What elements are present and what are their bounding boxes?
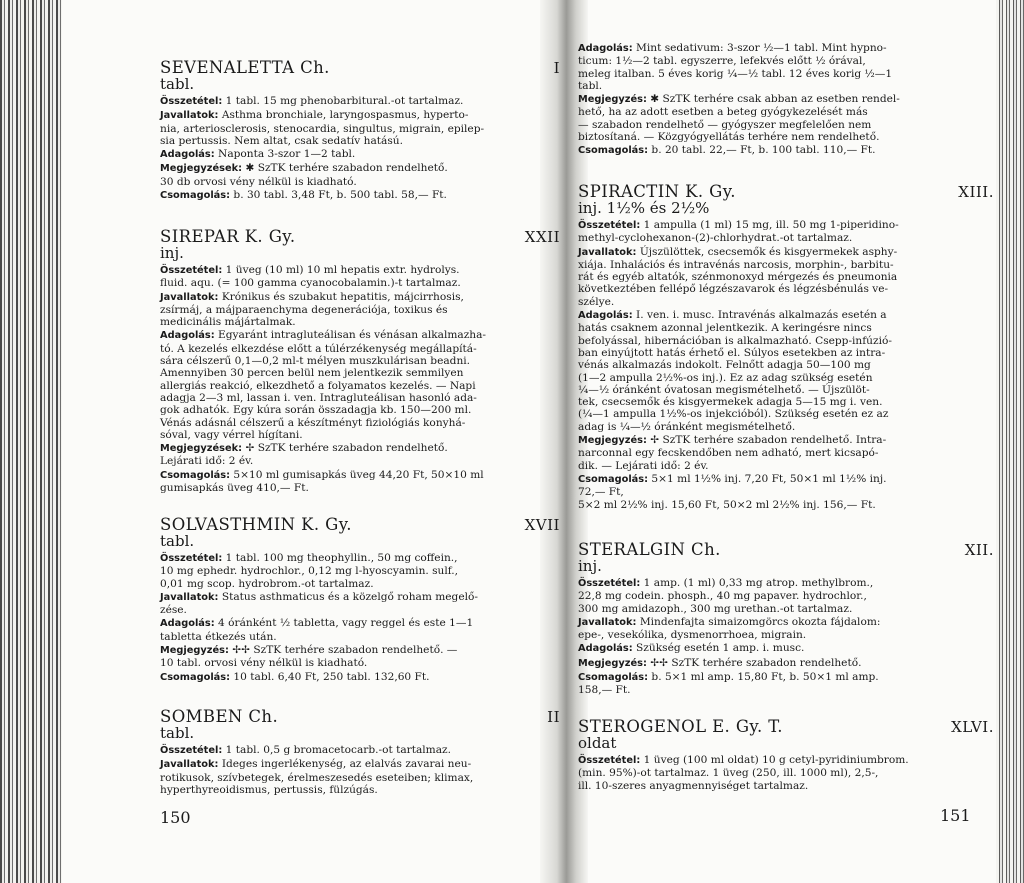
category-code: XLVI. (951, 718, 994, 736)
field-packaging: Csomagolás: b. 5×1 ml amp. 15,80 Ft, b. 50×1 ml amp. 158,— Ft. (578, 671, 879, 697)
right-page (578, 0, 994, 883)
field-notes: Megjegyzések: ✱ SzTK terhére szabadon rendelhető. 30 db orvosi vény nélkül is kiadható. (160, 162, 448, 188)
drug-name: SPIRACTIN K. Gy. (578, 182, 736, 201)
page-edge-right (996, 0, 1024, 883)
field-dosage: Adagolás: Mint sedativum: 3-szor ½—1 tabl. Mint hypno- ticum: 1½—2 tabl. egyszerre, lefekvés előtt ½ órával, meleg italban. 5 éves korig ¼—½ tabl. 12 éves korig ½—1 tabl. (578, 42, 893, 92)
left-page (160, 0, 560, 883)
drug-form: inj. (578, 557, 602, 575)
field-composition: Összetétel: 1 üveg (10 ml) 10 ml hepatis extr. hydrolys. fluid. aqu. (= 100 gamma cyanocobalamin.)-t tartalmaz. (160, 264, 461, 290)
drug-form: tabl. (160, 75, 195, 93)
field-dosage: Adagolás: Egyaránt intragluteálisan és vénásan alkalmazha- tó. A kezelés elkezdése előtt a túlérzékenység megállapítá- sára célszerű 0,1—0,2 ml-t mélyen muszkulárisan beadni. Amennyiben 30 percen belül nem jelentkezik semmilyen allergiás reakció, elkezdhető a folyamatos kezelés. — Napi adagja 2—3 ml, lassan i. ven. Intragluteálisan hasonló ada- gok adhatók. Egy kúra során összadagja kb. 150—200 ml. Vénás adásnál célszerű a készítményt fiziológiás konyhá- sóval, vagy vérrel hígítani. (160, 329, 486, 441)
entry-sterogenol (578, 717, 994, 793)
category-code: XVII (524, 516, 560, 534)
field-notes: Megjegyzés: ✢✢ SzTK terhére szabadon rendelhető. — 10 tabl. orvosi vény nélkül is kiadható. (160, 644, 458, 670)
drug-name: SOLVASTHMIN K. Gy. (160, 515, 352, 534)
field-notes: Megjegyzés: ✢✢ SzTK terhére szabadon rendelhető. (578, 656, 862, 669)
entry-solvasthmin (160, 515, 560, 685)
field-notes: Megjegyzés: ✢ SzTK terhére szabadon rendelhető. Intra- narconnal egy fecskendőben nem adható, mert kicsapó- dik. — Lejárati idő: 2 év. (578, 434, 887, 472)
drug-form: tabl. (160, 532, 195, 550)
field-packaging: Csomagolás: 5×1 ml 1½% inj. 7,20 Ft, 50×1 ml 1½% inj. 72,— Ft, 5×2 ml 2½% inj. 15,60 Ft, 50×2 ml 2½% inj. 156,— Ft. (578, 472, 887, 511)
field-composition: Összetétel: 1 tabl. 100 mg theophyllin., 50 mg coffein., 10 mg ephedr. hydrochlor., 0,12 mg l-hyoscyamin. sulf., 0,01 mg scop. hydrobrom.-ot tartalmaz. (160, 552, 459, 590)
field-dosage: Adagolás: Naponta 3-szor 1—2 tabl. (160, 148, 356, 161)
drug-name: SIREPAR K. Gy. (160, 227, 296, 246)
drug-name: SOMBEN Ch. (160, 707, 279, 726)
category-code: II (547, 708, 560, 726)
field-notes: Megjegyzés: ✱ SzTK terhére csak abban az esetben rendel- hető, ha az adott esetben a beteg gyógykezelését más — szabadon rendelhető — gyógyszer megfelelően nem biztosítaná. — Közgyógyellátás terhére nem rendelhető. (578, 93, 900, 144)
field-packaging: Csomagolás: b. 20 tabl. 22,— Ft, b. 100 tabl. 110,— Ft. (578, 144, 876, 157)
drug-form: inj. 1½% és 2½% (578, 199, 710, 217)
field-packaging: Csomagolás: 10 tabl. 6,40 Ft, 250 tabl. 132,60 Ft. (160, 670, 430, 683)
entry-continuation (578, 42, 994, 159)
category-code: XII. (964, 541, 994, 559)
field-composition: Összetétel: 1 tabl. 0,5 g bromacetocarb.-ot tartalmaz. (160, 744, 451, 756)
field-indications: Javallatok: Mindenfajta simaizomgörcs okozta fájdalom: epe-, vesekólika, dysmenorrhoea, migrain. (578, 615, 881, 642)
drug-name: SEVENALETTA Ch. (160, 58, 330, 77)
field-indications: Javallatok: Újszülöttek, csecsemők és kisgyermekek asphy- xiája. Inhalációs és intravénás narcosis, morphin-, barbitu- rát és egyéb altatók, szénmonoxyd mérgezés és pneumonia következtében fellépő légzészavarok és légzésbénulás ve- szélye. (578, 245, 898, 308)
category-code: I (553, 59, 560, 77)
category-code: XXII (524, 228, 560, 246)
drug-name: STERALGIN Ch. (578, 540, 721, 559)
entry-somben (160, 707, 560, 797)
entry-steralgin (578, 540, 994, 698)
entry-spiractin (578, 182, 994, 512)
page-number-right: 151 (940, 806, 971, 825)
page-number-left: 150 (160, 808, 191, 827)
drug-name: STEROGENOL E. Gy. T. (578, 717, 783, 736)
field-indications: Javallatok: Status asthmaticus és a közelgő roham megelő- zése. (160, 590, 478, 617)
field-composition: Összetétel: 1 ampulla (1 ml) 15 mg, ill. 50 mg 1-piperidino- methyl-cyclohexanon-(2)-chlorhydrat.-ot tartalmaz. (578, 219, 899, 245)
field-indications: Javallatok: Asthma bronchiale, laryngospasmus, hyperto- nia, arteriosclerosis, stenocardia, singultus, migrain, epilep- sia pertussis. Nem altat, csak sedatív hatású. (160, 109, 485, 147)
field-dosage: Adagolás: I. ven. i. musc. Intravénás alkalmazás esetén a hatás csaknem azonnal jelentkezik. A keringésre nincs befolyással, hibernációban is alkalmazható. Csepp-infúzió- ban einyújtott hatás érhető el. Súlyos esetekben az intra- vénás alkalmazás indokolt. Felnőtt adagja 50—100 mg (1—2 ampulla 2½%-os inj.). Ez az adag szükség esetén ¼—½ óránként óvatosan megismételhető. — Újszülöt- tek, csecsemők és kisgyermekek adagja 5—15 mg i. ven. (¼—1 ampulla 1½%-os injekcióból). Szükség esetén ez az adag is ¼—½ óránként megismételhető. (578, 309, 892, 433)
field-composition: Összetétel: 1 tabl. 15 mg phenobarbitural.-ot tartalmaz. (160, 95, 464, 107)
category-code: XIII. (958, 183, 994, 201)
drug-form: inj. (160, 244, 184, 262)
field-dosage: Adagolás: Szükség esetén 1 amp. i. musc. (578, 642, 805, 655)
field-packaging: Csomagolás: 5×10 ml gumisapkás üveg 44,20 Ft, 50×10 ml gumisapkás üveg 410,— Ft. (160, 468, 484, 495)
field-dosage: Adagolás: 4 óránként ½ tabletta, vagy reggel és este 1—1 tabletta étkezés után. (160, 617, 474, 643)
entry-sirepar (160, 227, 560, 495)
page-edge-left (0, 0, 62, 883)
field-composition: Összetétel: 1 amp. (1 ml) 0,33 mg atrop. methylbrom., 22,8 mg codein. phosph., 40 mg papaver. hydrochlor., 300 mg amidazoph., 300 mg urethan.-ot tartalmaz. (578, 577, 874, 615)
field-indications: Javallatok: Ideges ingerlékenység, az elalvás zavarai neu- rotikusok, szívbetegek, érelmeszesedés eseteiben; klimax, hyperthyreoidismus, pertussis, fülzúgás. (160, 758, 474, 796)
drug-form: tabl. (160, 724, 195, 742)
field-notes: Megjegyzések: ✢ SzTK terhére szabadon rendelhető. Lejárati idő: 2 év. (160, 442, 448, 468)
drug-form: oldat (578, 734, 617, 752)
entry-sevenaletta (160, 58, 560, 203)
field-composition: Összetétel: 1 üveg (100 ml oldat) 10 g cetyl-pyridiniumbrom. (min. 95%)-ot tartalmaz. 1 üveg (250, ill. 1000 ml), 2,5-, ill. 10-szeres anyagmennyiséget tartalmaz. (578, 754, 909, 792)
field-indications: Javallatok: Krónikus és szubakut hepatitis, májcirrhosis, zsírmáj, a májparaenchyma degenerációja, toxikus és medicinális májártalmak. (160, 290, 464, 329)
field-packaging: Csomagolás: b. 30 tabl. 3,48 Ft, b. 500 tabl. 58,— Ft. (160, 189, 447, 202)
